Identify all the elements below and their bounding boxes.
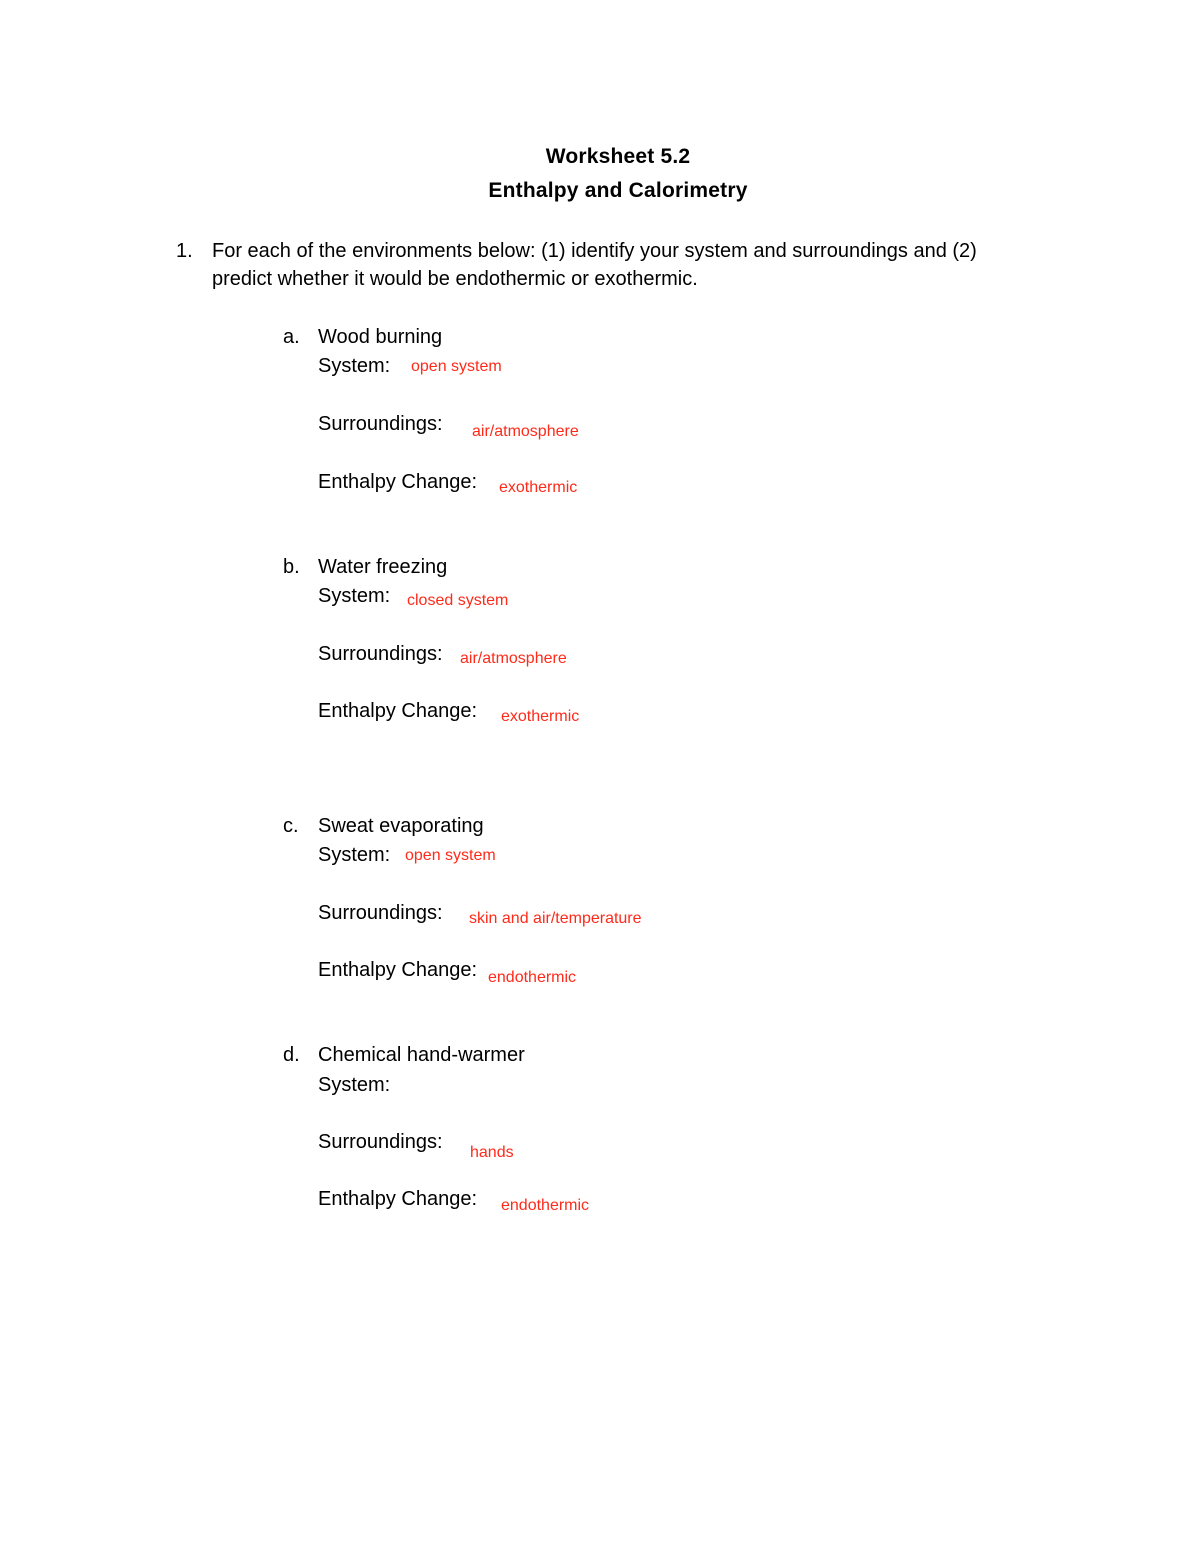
item-d-title: Chemical hand-warmer [318,1044,525,1066]
item-a-surroundings-answer: air/atmosphere [472,423,579,440]
item-b-surroundings-label: Surroundings: [318,643,443,665]
item-d-letter: d. [283,1044,300,1066]
item-b-title: Water freezing [318,556,448,578]
page-title: Worksheet 5.2 [545,145,691,168]
question-number: 1. [176,240,193,262]
item-d-surroundings-label: Surroundings: [318,1131,443,1153]
item-b-letter: b. [283,556,300,578]
item-c-system-answer: open system [405,847,496,864]
item-d-system-label: System: [318,1074,391,1096]
item-b-enthalpy-label: Enthalpy Change: [318,700,478,722]
item-d-enthalpy-answer: endothermic [501,1197,590,1214]
item-c-surroundings-answer: skin and air/temperature [469,910,642,927]
question-text-line-2: predict whether it would be endothermic or exothermic. [212,268,698,290]
item-c-system-label: System: [318,844,391,866]
question-text-line-1: For each of the environments below: (1) identify your system and surroundings and (2) [212,240,977,262]
item-c-surroundings-label: Surroundings: [318,902,443,924]
item-b-surroundings-answer: air/atmosphere [460,650,567,667]
item-b-system-label: System: [318,585,391,607]
item-a-title: Wood burning [318,326,443,348]
item-a-surroundings-label: Surroundings: [318,413,443,435]
item-c-letter: c. [283,815,299,837]
item-b-system-answer: closed system [407,592,509,609]
page-subtitle: Enthalpy and Calorimetry [488,179,748,202]
item-c-title: Sweat evaporating [318,815,484,837]
item-c-enthalpy-answer: endothermic [488,969,577,986]
item-c-enthalpy-label: Enthalpy Change: [318,959,478,981]
item-b-enthalpy-answer: exothermic [501,708,580,725]
item-a-enthalpy-label: Enthalpy Change: [318,471,478,493]
item-a-enthalpy-answer: exothermic [499,479,578,496]
item-a-letter: a. [283,326,300,348]
item-d-enthalpy-label: Enthalpy Change: [318,1188,478,1210]
item-a-system-label: System: [318,355,391,377]
item-d-surroundings-answer: hands [470,1144,514,1161]
item-a-system-answer: open system [411,358,502,375]
